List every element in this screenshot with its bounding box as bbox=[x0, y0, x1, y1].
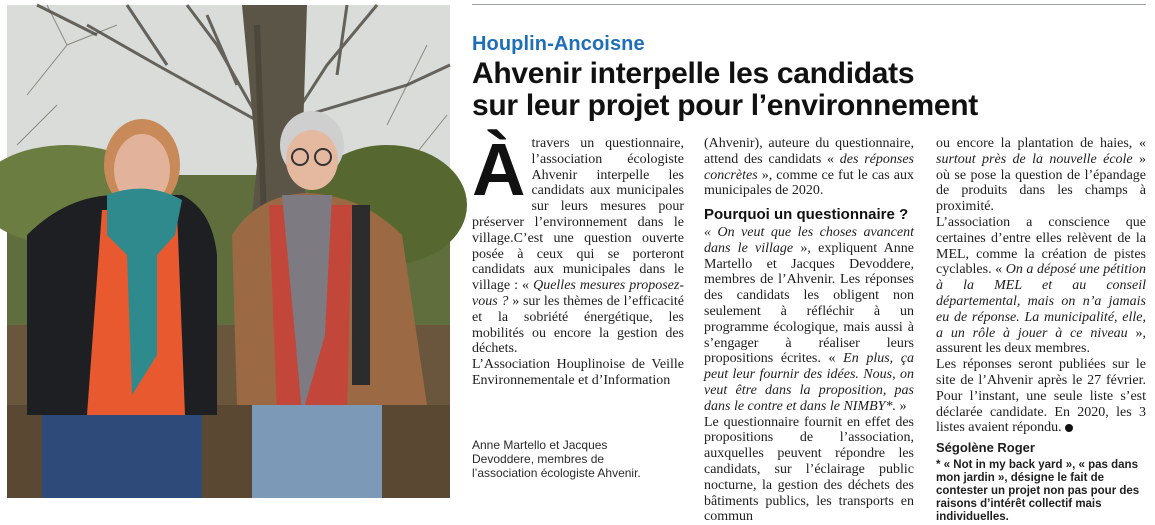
drop-cap: À bbox=[472, 128, 526, 211]
text-run: » où se pose la question de l’épandage de produits dans les champs à proximité. bbox=[936, 151, 1146, 215]
quote: On a déposé une pétition à la MEL et au conseil départemental, mais on n’a jamais eu de réponse. La municipalité, elle, a un rôle à jouer à ce niveau bbox=[936, 262, 1146, 341]
article-headline bbox=[472, 58, 1146, 122]
text-run: », expliquent Anne Martello et Jacques Devoddere, membres de l’Ahvenir. Les réponses des candidats les obligent non seulement à réfléchir à un programme écologique, mais aussi à s’engager à réaliser leurs propositions écrites. « bbox=[704, 240, 914, 367]
paragraph bbox=[472, 128, 684, 357]
text-run: travers un questionnaire, l’association écologiste Ahvenir interpelle les candidats aux municipales sur leurs mesures pour préserver l’environnement dans le village.C’est une question ouverte posée à ceux qui se porteront candidats aux municipales dans le village : « bbox=[472, 136, 684, 294]
quote: des réponses concrètes bbox=[704, 151, 914, 183]
text-run: (Ahvenir), auteure du questionnaire, attend des candidats « bbox=[704, 136, 914, 167]
body-column-2 bbox=[704, 136, 914, 525]
paragraph bbox=[936, 215, 1146, 357]
body-column-1 bbox=[472, 128, 684, 389]
article-author: Ségolène Roger bbox=[936, 440, 1035, 456]
quote: « On veut que les choses avancent dans le village bbox=[704, 224, 914, 256]
text-run: », assurent les deux membres. bbox=[936, 325, 1147, 357]
text-run: », comme ce fut le cas aux municipales de 2020. bbox=[704, 167, 914, 199]
section-subhead: Pourquoi un questionnaire ? bbox=[704, 206, 909, 224]
paragraph bbox=[704, 136, 914, 199]
article-kicker: Houplin-Ancoisne bbox=[472, 33, 645, 55]
headline-line-2: sur leur projet pour l’environnement bbox=[472, 89, 978, 122]
article-photo bbox=[7, 5, 450, 498]
quote: Quelles mesures proposez-vous ? bbox=[472, 278, 684, 309]
paragraph bbox=[936, 357, 1146, 436]
text-run: » sur les thèmes de l’efficacité et la sobriété énergétique, les mobilités ou encore la gestion des déchets. bbox=[472, 293, 684, 357]
text-run: Les réponses seront publiées sur le site de l’Ahvenir après le 27 février. Pour l’instant, une seule liste s’est déclarée candidate. En 2020, les 3 listes avaient répondu. bbox=[936, 357, 1146, 436]
paragraph: Le questionnaire fournit en effet des propositions de l’association, auxquelles peuvent répondre les candidats, sur l’éclairage public nocturne, la gestion des déchets des bâtiments publics, les transports en commun bbox=[704, 414, 914, 525]
paragraph bbox=[936, 136, 1146, 215]
text-run: ou encore la plantation de haies, « bbox=[936, 136, 1146, 151]
photo-caption: Anne Martello et Jacques Devoddere, membres de l’association écologiste Ahvenir. bbox=[472, 438, 641, 480]
body-column-3 bbox=[936, 136, 1146, 524]
paragraph bbox=[704, 225, 914, 415]
paragraph: L’Association Houplinoise de Veille Environnementale et d’Information bbox=[472, 357, 684, 388]
top-rule bbox=[472, 4, 1146, 5]
headline-line-1: Ahvenir interpelle les candidats bbox=[472, 57, 915, 90]
quote: surtout près de la nouvelle école bbox=[936, 151, 1133, 167]
photo-illustration bbox=[7, 5, 450, 498]
text-run: L’association a conscience que certaines d’entre elles relèvent de la MEL, comme la création de pistes cyclables. « bbox=[936, 214, 1146, 278]
text-run: » bbox=[895, 398, 907, 414]
footnote: * « Not in my back yard », « pas dans mon jardin », désigne le fait de contester un projet non pas pour des raisons d’intérêt collectif mais individuelles. bbox=[936, 458, 1140, 523]
end-bullet-icon bbox=[1065, 424, 1073, 432]
quote: En plus, ça peut leur fournir des idées. Nous, on veut être dans la proposition, pas dans le contre et dans le NIMBY*. bbox=[704, 351, 914, 414]
